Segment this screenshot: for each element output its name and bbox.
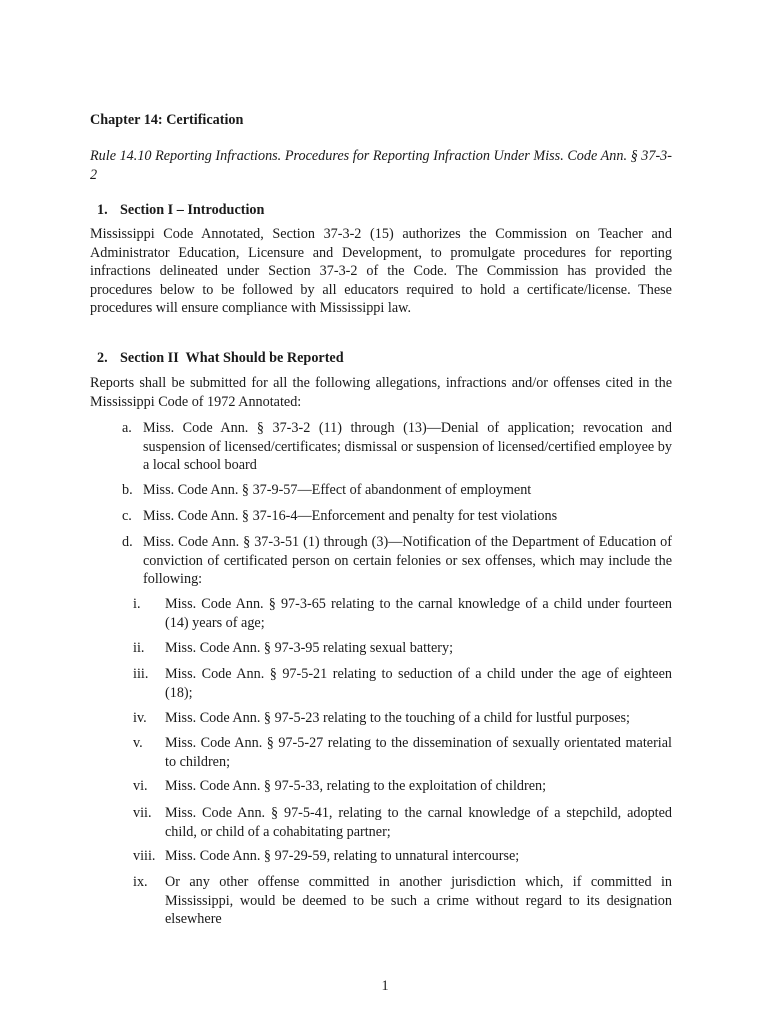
sublist-item <box>133 709 672 728</box>
sublist-item <box>133 847 672 866</box>
list-item <box>122 481 672 500</box>
sublist-item <box>133 734 672 771</box>
sublist-text: Miss. Code Ann. § 97-5-33, relating to the exploitation of children; <box>165 778 547 794</box>
section2-heading <box>97 349 679 368</box>
sublist-item <box>133 777 672 796</box>
list-text: Miss. Code Ann. § 37-9-57—Effect of abandonment of employment <box>143 482 532 498</box>
section1-body: Mississippi Code Annotated, Section 37-3-2 (15) authorizes the Commission on Teacher and Administrator Education, Licensure and Development, to promulgate procedures for reporting infractions delineated under Section 37-3-2 of the Code. The Commission has provided the procedures below to be followed by all educators required to hold a certificate/license. These procedures will ensure compliance with Mississippi law. <box>90 226 672 317</box>
sublist-text: Miss. Code Ann. § 97-5-27 relating to the dissemination of sexually orientated material to children; <box>165 735 672 770</box>
sublist-label: viii. <box>133 848 156 864</box>
section1-heading-text: Section I – Introduction <box>120 202 265 218</box>
sublist-text: Miss. Code Ann. § 97-3-95 relating sexual battery; <box>165 640 454 656</box>
sublist-label: ii. <box>133 640 145 656</box>
sublist-text: Miss. Code Ann. § 97-5-21 relating to seduction of a child under the age of eighteen (18); <box>165 666 672 701</box>
sublist-label: i. <box>133 596 141 612</box>
sublist-item <box>133 804 672 841</box>
list-label: a. <box>122 420 132 436</box>
section1-number: 1. <box>97 202 108 218</box>
chapter-title: Chapter 14: Certification <box>90 112 244 128</box>
sublist-text: Miss. Code Ann. § 97-5-41, relating to the carnal knowledge of a stepchild, adopted child, or child of a cohabitating partner; <box>165 805 672 840</box>
sublist-item <box>133 665 672 702</box>
section1-heading <box>97 201 679 220</box>
section2-intro: Reports shall be submitted for all the following allegations, infractions and/or offenses cited in the Mississippi Code of 1972 Annotated: <box>90 375 672 410</box>
section2-heading-text: Section II What Should be Reported <box>120 350 344 366</box>
sublist-text: Miss. Code Ann. § 97-29-59, relating to unnatural intercourse; <box>165 848 520 864</box>
list-label: c. <box>122 508 132 524</box>
sublist-label: vi. <box>133 778 148 794</box>
list-label: b. <box>122 482 133 498</box>
sublist-label: iv. <box>133 710 147 726</box>
sublist-text: Or any other offense committed in another jurisdiction which, if committed in Mississippi, would be deemed to be such a crime without regard to its designation elsewhere <box>165 874 672 928</box>
sublist-text: Miss. Code Ann. § 97-3-65 relating to the carnal knowledge of a child under fourteen (14) years of age; <box>165 596 672 631</box>
rule-title: Rule 14.10 Reporting Infractions. Procedures for Reporting Infraction Under Miss. Code Ann. § 37-3-2 <box>90 148 672 183</box>
list-text: Miss. Code Ann. § 37-3-2 (11) through (13)—Denial of application; revocation and suspension of licensed/certificates; dismissal or suspension of licensed/certified employee by a local school board <box>143 420 672 474</box>
sublist-item <box>133 639 672 658</box>
sublist-label: iii. <box>133 666 149 682</box>
list-item <box>122 419 672 475</box>
sublist-label: v. <box>133 735 143 751</box>
sublist-item <box>133 873 672 929</box>
list-item <box>122 533 672 589</box>
list-item <box>122 507 672 526</box>
list-label: d. <box>122 534 133 550</box>
sublist-item <box>133 595 672 632</box>
list-text: Miss. Code Ann. § 37-3-51 (1) through (3)—Notification of the Department of Education of conviction of certificated person on certain felonies or sex offenses, which may include the following: <box>143 534 672 588</box>
page-number: 1 <box>381 978 389 994</box>
sublist-label: ix. <box>133 874 148 890</box>
list-text: Miss. Code Ann. § 37-16-4—Enforcement and penalty for test violations <box>143 508 558 524</box>
sublist-text: Miss. Code Ann. § 97-5-23 relating to the touching of a child for lustful purposes; <box>165 710 630 726</box>
section2-number: 2. <box>97 350 108 366</box>
sublist-label: vii. <box>133 805 152 821</box>
